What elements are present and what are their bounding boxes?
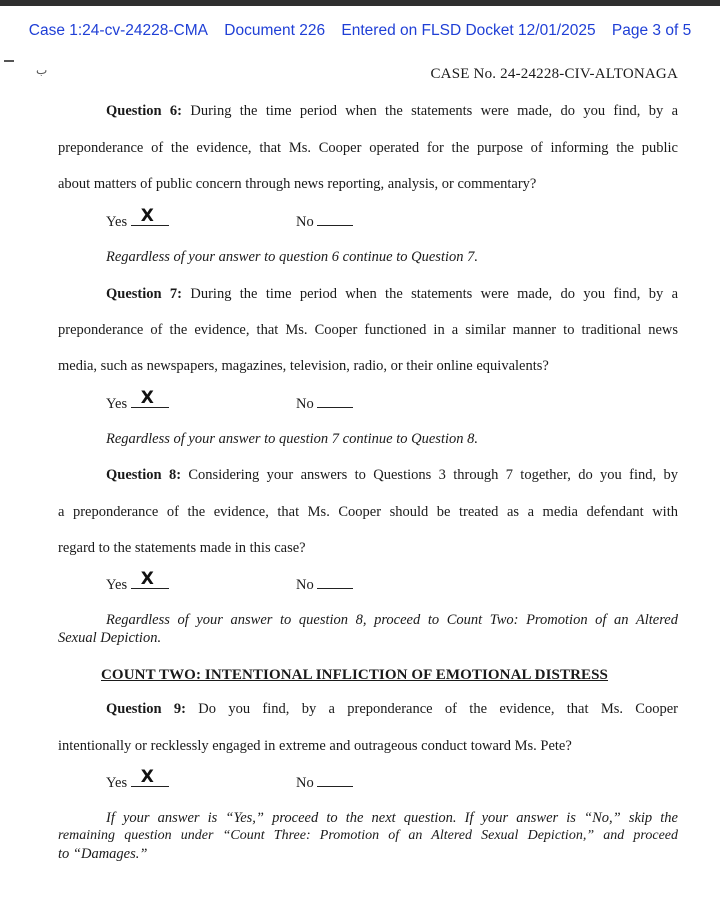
top-bar [0, 0, 720, 6]
count-two-title: COUNT TWO: INTENTIONAL INFLICTION OF EMOTIONAL DISTRESS [101, 667, 609, 683]
q7-yes-mark: X [140, 388, 154, 408]
q9-no-blank [317, 774, 353, 787]
q7-line-2: preponderance of the evidence, that Ms. Cooper functioned in a similar manner to traditional news [58, 322, 678, 338]
margin-dash [4, 60, 14, 62]
q8-instruction-2: Sexual Depiction. [58, 630, 162, 646]
yes-label: Yes [106, 577, 128, 593]
q6-line-2: preponderance of the evidence, that Ms. Cooper operated for the purpose of informing the public [58, 140, 678, 156]
q7-yes-option [106, 388, 169, 413]
yes-label: Yes [106, 775, 128, 791]
q9-yes-option [106, 767, 169, 792]
header-page: Page 3 of 5 [611, 22, 692, 39]
no-label: No [296, 396, 314, 412]
q9-yes-mark: X [140, 767, 154, 787]
yes-label: Yes [106, 396, 128, 412]
q8-yes-mark: X [140, 569, 154, 589]
q6-line-1 [106, 103, 678, 120]
q8-yes-blank [131, 569, 169, 589]
q8-line-1 [106, 467, 678, 484]
margin-mark: ب [36, 63, 48, 77]
q8-line-3: regard to the statements made in this case? [58, 540, 306, 556]
q6-instruction: Regardless of your answer to question 6 continue to Question 7. [106, 249, 479, 265]
q7-line-1 [106, 286, 678, 303]
header-entered: Entered on FLSD Docket 12/01/2025 [341, 22, 596, 39]
q8-text-1: Considering your answers to Questions 3 through 7 together, do you find, by [188, 467, 679, 483]
q6-line-3: about matters of public concern through news reporting, analysis, or commentary? [58, 176, 537, 192]
q8-no-option [296, 576, 353, 594]
q6-label: Question 6: [106, 103, 183, 119]
case-number: CASE No. 24-24228-CIV-ALTONAGA [430, 66, 678, 82]
q6-no-option [296, 213, 353, 231]
q7-label: Question 7: [106, 286, 183, 302]
q6-no-blank [317, 213, 353, 226]
q6-yes-blank [131, 206, 169, 226]
header-document: Document 226 [224, 22, 326, 39]
q6-yes-mark: X [140, 206, 154, 226]
no-label: No [296, 577, 314, 593]
yes-label: Yes [106, 214, 128, 230]
no-label: No [296, 214, 314, 230]
q9-instruction-3: to “Damages.” [58, 846, 148, 862]
q7-text-1: During the time period when the statements were made, do you find, by a [190, 286, 679, 302]
q7-yes-blank [131, 388, 169, 408]
q9-no-option [296, 774, 353, 792]
q9-label: Question 9: [106, 701, 186, 717]
q7-instruction: Regardless of your answer to question 7 continue to Question 8. [106, 431, 479, 447]
q8-line-2: a preponderance of the evidence, that Ms. Cooper should be treated as a media defendant with [58, 504, 678, 520]
q9-yes-blank [131, 767, 169, 787]
q8-yes-option [106, 569, 169, 594]
q9-instruction-2: remaining question under “Count Three: Promotion of an Altered Sexual Depiction,” and proceed [58, 828, 678, 843]
q8-instruction-1: Regardless of your answer to question 8, proceed to Count Two: Promotion of an Altered [106, 612, 678, 628]
q9-text-1: Do you find, by a preponderance of the evidence, that Ms. Cooper [198, 701, 678, 717]
no-label: No [296, 775, 314, 791]
q8-no-blank [317, 576, 353, 589]
q8-label: Question 8: [106, 467, 182, 483]
header-case: Case 1:24-cv-24228-CMA [28, 22, 208, 39]
q7-line-3: media, such as newspapers, magazines, television, radio, or their online equivalents? [58, 358, 549, 374]
q7-no-option [296, 395, 353, 413]
q6-text-1: During the time period when the statements were made, do you find, by a [190, 103, 679, 119]
q9-line-2: intentionally or recklessly engaged in extreme and outrageous conduct toward Ms. Pete? [58, 738, 572, 754]
q9-instruction-1: If your answer is “Yes,” proceed to the next question. If your answer is “No,” skip the [106, 810, 678, 826]
docket-header [0, 22, 720, 40]
q6-yes-option [106, 206, 169, 231]
q9-line-1 [106, 701, 678, 718]
q7-no-blank [317, 395, 353, 408]
